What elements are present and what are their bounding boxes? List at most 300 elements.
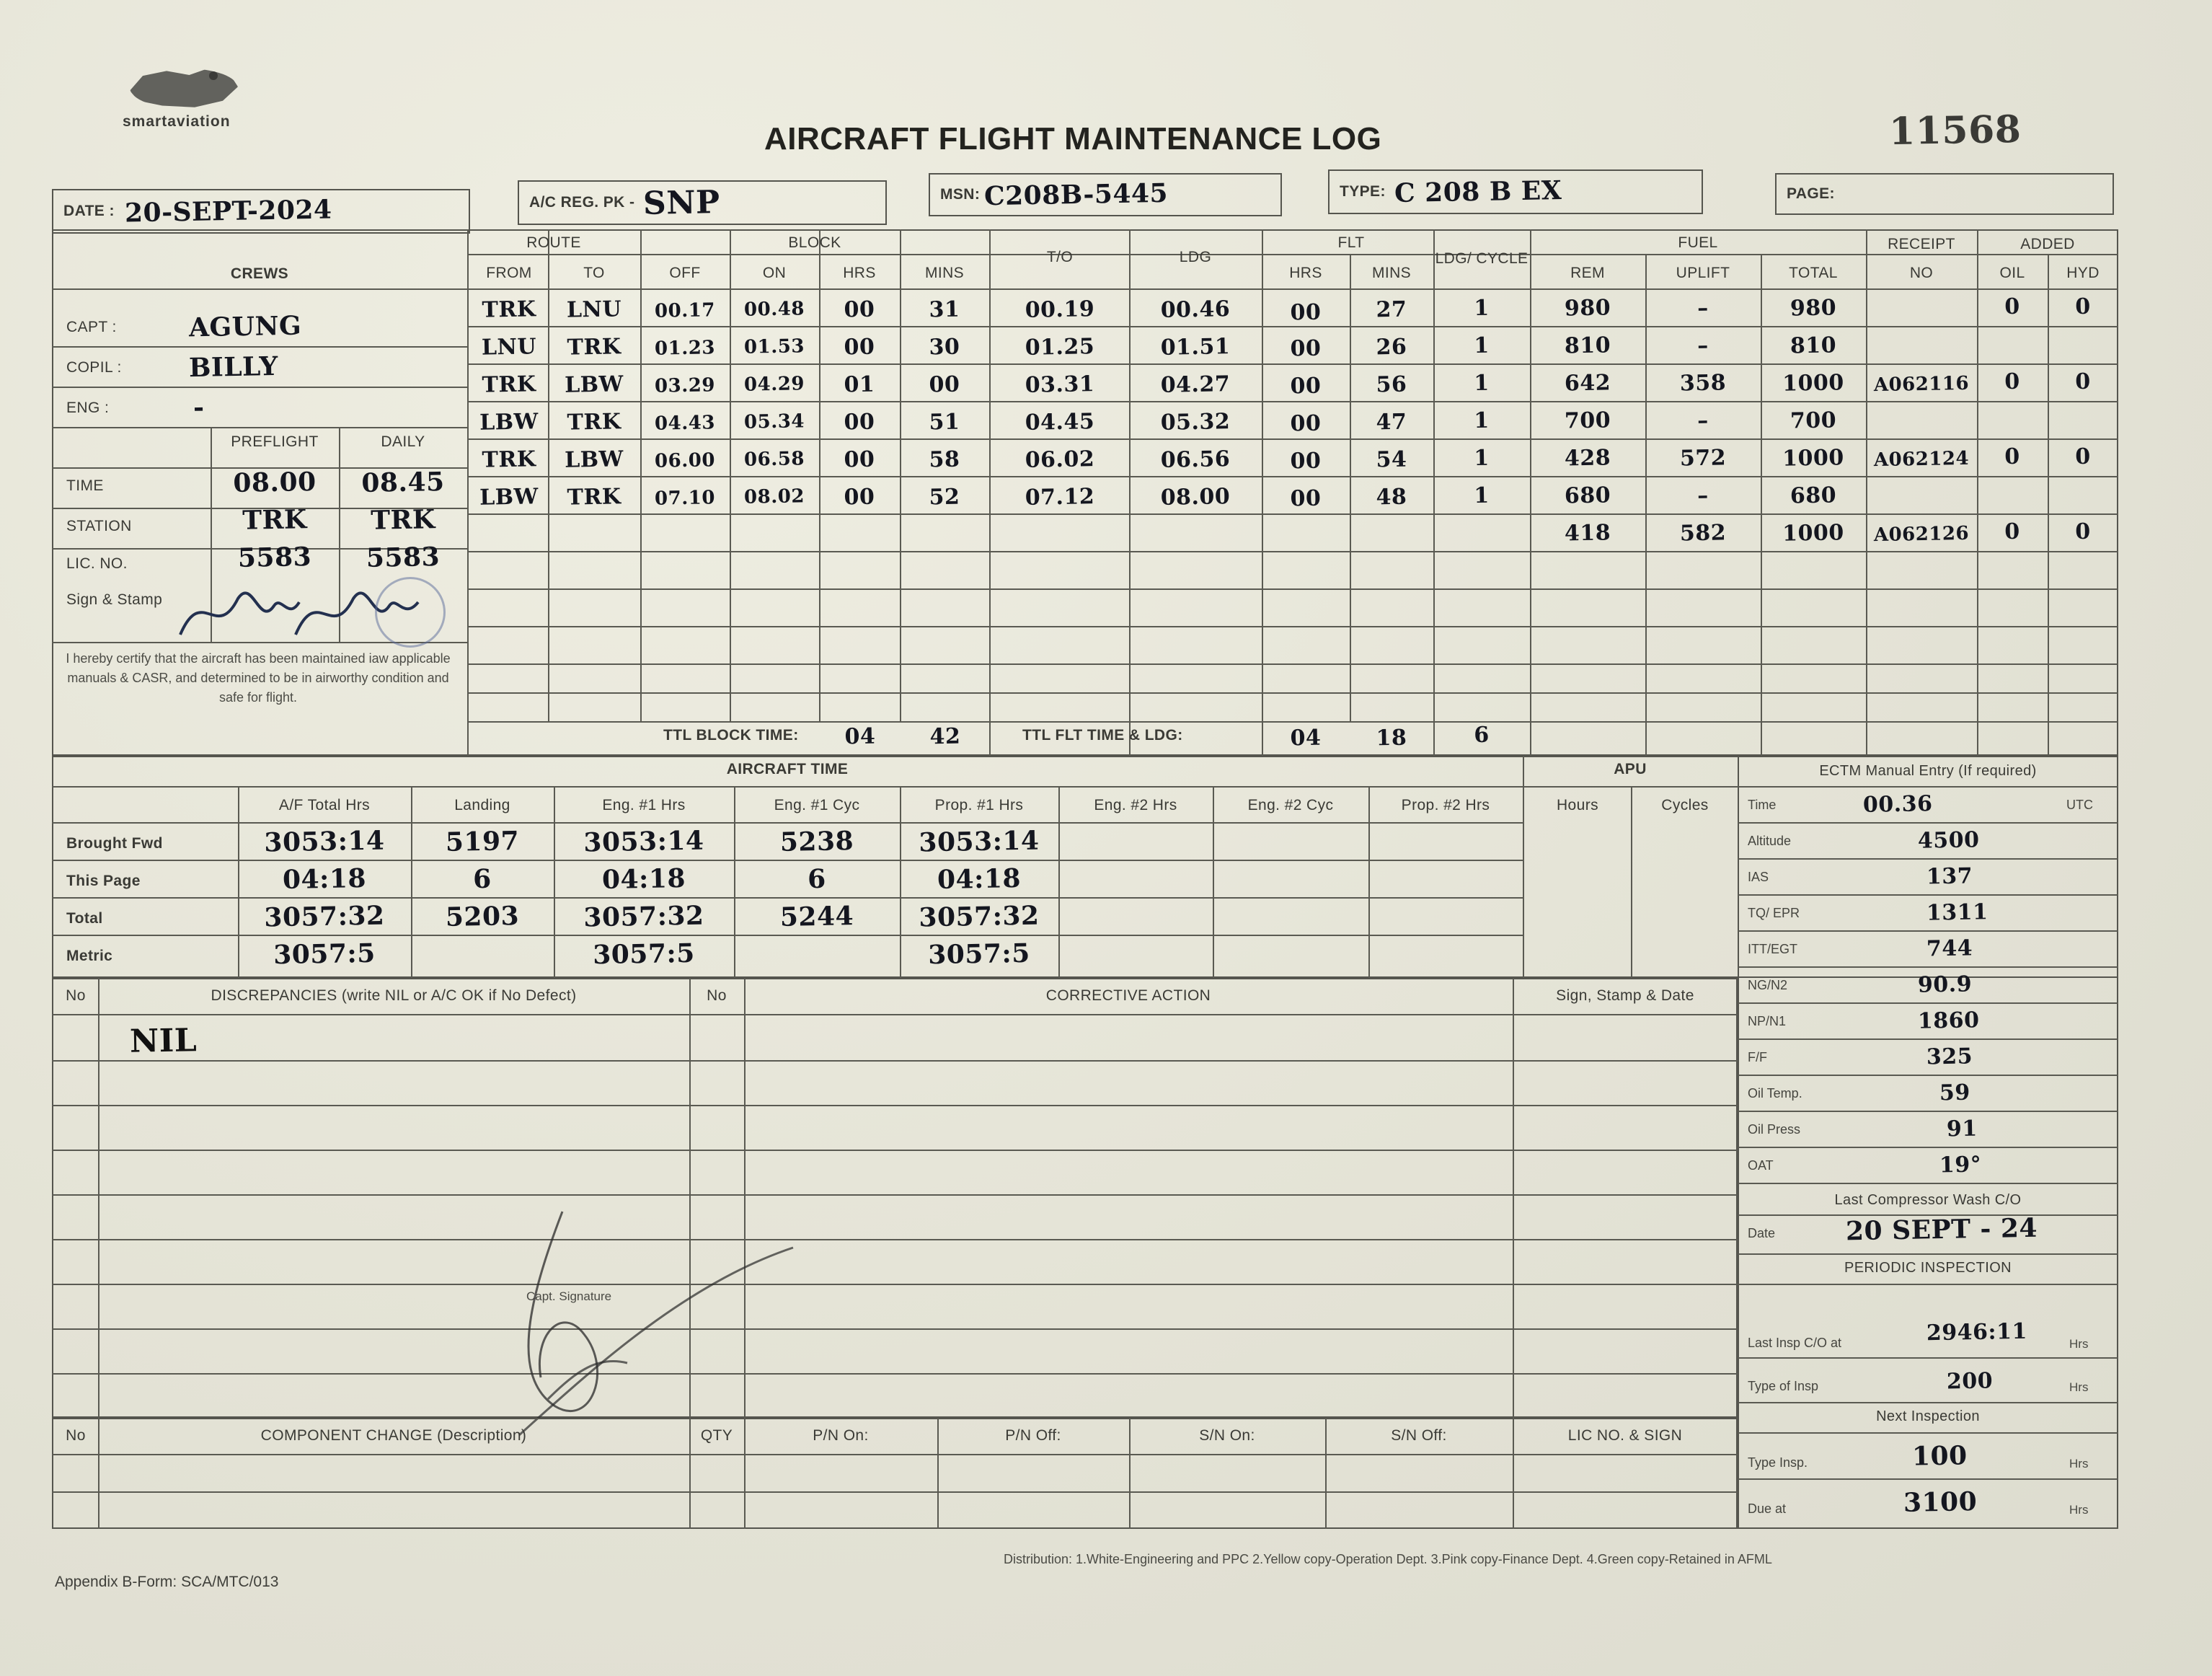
row-to: TRK xyxy=(567,409,621,436)
divider xyxy=(467,326,2118,327)
row-flt-hrs: 00 xyxy=(1290,299,1322,326)
divider xyxy=(1738,786,2118,788)
reg-field[interactable] xyxy=(518,180,887,225)
row-ldg: 04.27 xyxy=(1160,371,1231,398)
ttl-block-mins: 42 xyxy=(929,723,961,750)
row-hyd: 0 xyxy=(2075,444,2091,470)
row-fuel-rem: 980 xyxy=(1564,295,1611,322)
divider xyxy=(467,663,2118,665)
divider xyxy=(2048,254,2049,756)
at-value: 3057:5 xyxy=(273,938,376,971)
date-value: 20-SEPT-2024 xyxy=(124,194,332,229)
at-value: 3053:14 xyxy=(919,825,1040,858)
row-off: 06.00 xyxy=(654,449,716,472)
ectm-label: IAS xyxy=(1748,870,1769,884)
row-brought-fwd-label: Brought Fwd xyxy=(66,835,163,852)
divider xyxy=(52,1373,1738,1375)
receipt-no-header: NO xyxy=(1909,265,1934,281)
time-label: TIME xyxy=(66,477,104,494)
col-eng1-hrs: Eng. #1 Hrs xyxy=(602,797,686,813)
flt-mins-header: MINS xyxy=(1371,265,1412,281)
apu-hours-label: Hours xyxy=(1556,797,1599,813)
divider xyxy=(52,427,467,428)
msn-value: C208B-5445 xyxy=(983,177,1169,212)
capt-value: AGUNG xyxy=(188,310,302,343)
qty-header: QTY xyxy=(700,1427,733,1444)
discrepancy-entry: NIL xyxy=(129,1022,198,1060)
divider xyxy=(52,897,1523,899)
to-header: TO xyxy=(583,265,605,281)
divider xyxy=(1738,930,2118,932)
row-block-mins: 00 xyxy=(929,371,960,398)
divider xyxy=(1513,978,1514,1418)
ectm-label: TQ/ EPR xyxy=(1748,906,1800,920)
ectm-value: 325 xyxy=(1926,1044,1973,1070)
row-flt-hrs: 00 xyxy=(1290,485,1322,512)
row-block-mins: 58 xyxy=(929,446,960,473)
row-oil: 0 xyxy=(2004,294,2020,320)
at-value: 3057:32 xyxy=(583,900,704,933)
due-at-label: Due at xyxy=(1748,1501,1787,1516)
row-fuel-uplift: 582 xyxy=(1679,520,1727,547)
row-fuel-rem: 428 xyxy=(1564,445,1611,472)
row-fuel-rem: 642 xyxy=(1564,370,1611,397)
row-oil: 0 xyxy=(2004,369,2020,395)
sn-on-header: S/N On: xyxy=(1199,1427,1255,1444)
divider xyxy=(1738,1147,2118,1148)
row-fuel-uplift: – xyxy=(1696,482,1709,509)
row-takeoff: 07.12 xyxy=(1025,484,1095,511)
divider xyxy=(52,1194,1738,1196)
last-insp-unit: Hrs xyxy=(2069,1337,2089,1351)
row-off: 03.29 xyxy=(654,374,716,397)
last-insp-value: 2946:11 xyxy=(1926,1318,2028,1346)
ectm-value: 59 xyxy=(1939,1080,1971,1106)
row-takeoff: 00.19 xyxy=(1025,296,1095,323)
ectm-value: 19° xyxy=(1939,1152,1982,1178)
divider xyxy=(1738,1402,2118,1403)
ttl-flt-time-label: TTL FLT TIME & LDG: xyxy=(1022,727,1183,744)
row-from: LNU xyxy=(481,334,537,361)
at-value: 6 xyxy=(472,863,492,895)
ectm-label: ITT/EGT xyxy=(1748,942,1797,956)
row-flt-hrs: 00 xyxy=(1290,410,1322,437)
fuel-total-header: TOTAL xyxy=(1789,265,1838,281)
divider xyxy=(98,1418,99,1529)
row-block-hrs: 00 xyxy=(844,296,875,323)
time-daily-value: 08.45 xyxy=(361,466,445,499)
at-value: 3053:14 xyxy=(583,825,704,858)
lic-sign-header: LIC NO. & SIGN xyxy=(1567,1427,1683,1444)
col-prop2-hrs: Prop. #2 Hrs xyxy=(1401,797,1490,813)
ldg-cycle-header: LDG/ CYCLE xyxy=(1435,250,1529,268)
ttl-ldg-count: 6 xyxy=(1474,722,1490,749)
wash-date-value: 20 SEPT - 24 xyxy=(1845,1212,2038,1247)
ectm-value: 91 xyxy=(1946,1116,1978,1142)
col-af-total: A/F Total Hrs xyxy=(278,797,371,813)
row-block-hrs: 00 xyxy=(844,446,875,473)
row-cycle: 1 xyxy=(1474,295,1490,322)
row-flt-mins: 47 xyxy=(1376,409,1407,436)
discrepancies-header: DISCREPANCIES (write NIL or A/C OK if No Defect) xyxy=(211,987,577,1004)
from-header: FROM xyxy=(486,265,532,281)
row-fuel-uplift: – xyxy=(1696,407,1709,434)
divider xyxy=(467,229,469,756)
takeoff-header: T/O xyxy=(1046,249,1074,265)
divider xyxy=(98,978,99,1418)
row-from: TRK xyxy=(482,371,536,398)
row-block-hrs: 00 xyxy=(844,334,875,361)
row-on: 04.29 xyxy=(743,373,805,396)
row-block-hrs: 01 xyxy=(844,371,875,398)
ectm-label: OAT xyxy=(1748,1158,1774,1173)
wash-date-label: Date xyxy=(1748,1226,1776,1240)
row-flt-mins: 54 xyxy=(1376,446,1407,473)
row-fuel-uplift: 358 xyxy=(1679,370,1727,397)
at-value: 04:18 xyxy=(601,863,686,896)
apu-cycles-label: Cycles xyxy=(1661,797,1709,813)
type-field[interactable] xyxy=(1328,169,1703,214)
copil-value: BILLY xyxy=(188,350,279,384)
row-takeoff: 01.25 xyxy=(1025,334,1095,361)
row-fuel-total: 1000 xyxy=(1782,370,1845,397)
block-hrs-header: HRS xyxy=(843,265,876,281)
receipt-header: RECEIPT xyxy=(1888,236,1955,252)
row-fuel-rem: 418 xyxy=(1564,520,1611,547)
divider xyxy=(1738,1111,2118,1112)
at-value: 5238 xyxy=(779,826,854,857)
page-title: AIRCRAFT FLIGHT MAINTENANCE LOG xyxy=(764,121,1382,156)
oil-header: OIL xyxy=(1999,265,2025,281)
divider xyxy=(52,822,1523,824)
ectm-value: 744 xyxy=(1926,935,1973,962)
ectm-value: 137 xyxy=(1926,863,1973,890)
row-on: 06.58 xyxy=(743,448,805,471)
row-cycle: 1 xyxy=(1474,370,1490,397)
row-block-hrs: 00 xyxy=(844,484,875,511)
hyd-header: HYD xyxy=(2066,265,2100,281)
pn-off-header: P/N Off: xyxy=(1005,1427,1061,1444)
col-eng2-hrs: Eng. #2 Hrs xyxy=(1094,797,1177,813)
row-total-label: Total xyxy=(66,910,103,927)
page-label: PAGE: xyxy=(1787,185,1835,202)
type-insp-label: Type of Insp xyxy=(1748,1379,1819,1393)
row-flt-mins: 26 xyxy=(1376,334,1407,361)
row-cycle: 1 xyxy=(1474,332,1490,359)
divider xyxy=(1738,858,2118,860)
divider xyxy=(52,860,1523,861)
ectm-value: 00.36 xyxy=(1862,791,1933,818)
row-hyd: 0 xyxy=(2075,519,2091,545)
row-cycle: 1 xyxy=(1474,445,1490,472)
divider xyxy=(467,513,2118,515)
row-receipt: A062126 xyxy=(1873,522,1970,547)
divider xyxy=(1738,966,2118,968)
ectm-label: Oil Press xyxy=(1748,1122,1801,1137)
certification-text: I hereby certify that the aircraft has been maintained iaw applicable manuals & CASR, and determined to be in airworthy condition and safe for flight. xyxy=(66,651,451,705)
capt-signature-label: Capt. Signature xyxy=(526,1289,612,1303)
at-value: 5203 xyxy=(445,901,520,932)
company-logo xyxy=(123,69,274,133)
divider xyxy=(52,1284,1738,1285)
logo-dot xyxy=(209,71,218,80)
divider xyxy=(1213,786,1214,978)
row-to: TRK xyxy=(567,484,621,511)
date-label: DATE : xyxy=(63,203,115,219)
divider xyxy=(467,476,2118,477)
row-flt-mins: 27 xyxy=(1376,296,1407,323)
eng-label: ENG : xyxy=(66,400,110,416)
logo-text: smartaviation xyxy=(123,113,231,130)
row-this-page-label: This Page xyxy=(66,873,141,889)
due-at-value: 3100 xyxy=(1903,1486,1978,1518)
divider xyxy=(1523,756,1524,978)
divider xyxy=(900,786,901,978)
row-ldg: 01.51 xyxy=(1160,334,1231,361)
divider xyxy=(467,721,2118,723)
divider xyxy=(467,438,2118,440)
discrepancy-no-header: No xyxy=(66,987,86,1004)
last-insp-label: Last Insp C/O at xyxy=(1748,1336,1842,1350)
route-header: ROUTE xyxy=(526,234,581,251)
row-cycle: 1 xyxy=(1474,482,1490,509)
ttl-flt-mins: 18 xyxy=(1376,725,1407,751)
row-fuel-uplift: – xyxy=(1696,295,1709,322)
row-on: 05.34 xyxy=(743,410,805,433)
sign-stamp-label: Sign & Stamp xyxy=(66,591,163,608)
at-value: 6 xyxy=(807,863,827,895)
row-from: LBW xyxy=(479,484,539,511)
apu-label: APU xyxy=(1614,761,1647,777)
ectm-label: Altitude xyxy=(1748,834,1792,848)
station-preflight-value: TRK xyxy=(242,504,308,536)
row-flt-mins: 48 xyxy=(1376,484,1407,511)
row-cycle: 1 xyxy=(1474,407,1490,434)
ttl-block-hrs: 04 xyxy=(844,723,876,750)
ectm-value: 4500 xyxy=(1917,827,1980,854)
divider xyxy=(1738,1284,2118,1285)
divider xyxy=(1368,786,1370,978)
row-receipt: A062124 xyxy=(1873,447,1970,472)
divider xyxy=(467,692,2118,694)
crews-label: CREWS xyxy=(230,265,289,282)
divider xyxy=(554,786,555,978)
eng-value: - xyxy=(193,392,205,423)
divider xyxy=(52,1014,1738,1015)
row-metric-label: Metric xyxy=(66,948,113,964)
divider xyxy=(989,229,991,756)
component-change-header: COMPONENT CHANGE (Description) xyxy=(260,1427,527,1444)
divider xyxy=(1738,1253,2118,1255)
msn-label: MSN: xyxy=(940,186,981,203)
row-off: 00.17 xyxy=(654,299,716,322)
row-fuel-total: 810 xyxy=(1789,332,1837,359)
col-prop1-hrs: Prop. #1 Hrs xyxy=(934,797,1024,813)
block-header: BLOCK xyxy=(788,234,841,251)
row-oil: 0 xyxy=(2004,519,2020,545)
periodic-inspection-title: PERIODIC INSPECTION xyxy=(1844,1259,2012,1276)
row-to: TRK xyxy=(567,334,621,361)
type-label: TYPE: xyxy=(1340,183,1386,200)
row-hyd: 0 xyxy=(2075,294,2091,320)
type-insp-value: 200 xyxy=(1946,1368,1994,1395)
aircraft-time-label: AIRCRAFT TIME xyxy=(726,761,849,777)
divider xyxy=(411,786,412,978)
divider xyxy=(238,786,239,978)
corrective-no-header: No xyxy=(707,987,727,1004)
divider xyxy=(467,588,2118,590)
ectm-value: 90.9 xyxy=(1917,971,1973,998)
row-ldg: 05.32 xyxy=(1160,409,1231,436)
copil-label: COPIL : xyxy=(66,359,122,376)
station-daily-value: TRK xyxy=(370,504,436,536)
row-fuel-rem: 810 xyxy=(1564,332,1611,359)
daily-label: DAILY xyxy=(381,433,425,450)
at-value: 3057:5 xyxy=(927,938,1031,971)
component-no-header: No xyxy=(66,1427,86,1444)
corrective-action-header: CORRECTIVE ACTION xyxy=(1045,987,1211,1004)
on-header: ON xyxy=(762,265,787,281)
divider xyxy=(467,551,2118,552)
at-value: 04:18 xyxy=(937,863,1022,896)
row-ldg: 00.46 xyxy=(1160,296,1231,323)
ectm-label: Oil Temp. xyxy=(1748,1086,1802,1101)
msn-field[interactable] xyxy=(929,173,1282,216)
ectm-utc-label: UTC xyxy=(2066,798,2093,812)
row-fuel-uplift: 572 xyxy=(1679,445,1727,472)
row-to: LBW xyxy=(564,446,624,473)
divider xyxy=(467,401,2118,402)
date-field[interactable] xyxy=(52,189,470,234)
due-at-unit: Hrs xyxy=(2069,1503,2089,1517)
reg-value: SNP xyxy=(642,183,721,222)
off-header: OFF xyxy=(669,265,701,281)
reg-label: A/C REG. PK - xyxy=(529,194,635,211)
at-value: 3057:32 xyxy=(264,900,385,933)
row-block-hrs: 00 xyxy=(844,409,875,436)
row-fuel-total: 700 xyxy=(1789,407,1837,434)
block-mins-header: MINS xyxy=(924,265,965,281)
divider xyxy=(1738,1432,2118,1434)
next-type-value: 100 xyxy=(1911,1440,1968,1472)
divider xyxy=(52,288,2118,290)
row-fuel-total: 980 xyxy=(1789,295,1837,322)
row-takeoff: 03.31 xyxy=(1025,371,1095,398)
divider xyxy=(1738,1183,2118,1184)
ectm-label: F/F xyxy=(1748,1050,1767,1064)
station-label: STATION xyxy=(66,518,132,534)
capt-label: CAPT : xyxy=(66,319,117,335)
divider xyxy=(467,254,2118,255)
ectm-title: ECTM Manual Entry (If required) xyxy=(1819,762,2037,779)
row-from: TRK xyxy=(482,446,536,473)
row-hyd: 0 xyxy=(2075,369,2091,395)
row-on: 00.48 xyxy=(743,298,805,321)
sn-off-header: S/N Off: xyxy=(1391,1427,1447,1444)
divider xyxy=(52,1060,1738,1062)
capt-signature-scribble xyxy=(447,1190,894,1442)
divider xyxy=(52,1150,1738,1151)
row-to: LNU xyxy=(566,296,622,323)
divider xyxy=(52,387,467,388)
page-field[interactable] xyxy=(1775,173,2114,215)
ttl-flt-hrs: 04 xyxy=(1290,725,1322,751)
type-insp-unit: Hrs xyxy=(2069,1380,2089,1394)
ectm-label: Time xyxy=(1748,798,1777,812)
row-to: LBW xyxy=(564,371,624,398)
ectm-label: NP/N1 xyxy=(1748,1014,1787,1028)
ectm-value: 1860 xyxy=(1917,1007,1980,1034)
time-preflight-value: 08.00 xyxy=(233,466,317,499)
divider xyxy=(52,1454,1738,1455)
next-type-unit: Hrs xyxy=(2069,1457,2089,1470)
pn-on-header: P/N On: xyxy=(813,1427,869,1444)
divider xyxy=(52,1328,1738,1330)
divider xyxy=(734,786,735,978)
lic-no-label: LIC. NO. xyxy=(66,555,128,572)
compressor-wash-title: Last Compressor Wash C/O xyxy=(1834,1191,2022,1208)
row-from: LBW xyxy=(479,409,539,436)
ttl-block-time-label: TTL BLOCK TIME: xyxy=(663,727,799,744)
row-off: 04.43 xyxy=(654,412,716,435)
divider xyxy=(1738,1002,2118,1004)
divider xyxy=(52,1239,1738,1240)
inspection-stamp xyxy=(375,577,446,648)
row-fuel-total: 1000 xyxy=(1782,445,1845,472)
row-takeoff: 06.02 xyxy=(1025,446,1095,473)
appendix-footer: Appendix B-Form: SCA/MTC/013 xyxy=(55,1574,279,1590)
row-fuel-rem: 680 xyxy=(1564,482,1611,509)
row-takeoff: 04.45 xyxy=(1025,409,1095,436)
type-value: C 208 B EX xyxy=(1394,175,1562,209)
row-fuel-rem: 700 xyxy=(1564,407,1611,434)
fuel-rem-header: REM xyxy=(1570,265,1605,281)
added-header: ADDED xyxy=(2020,236,2075,252)
fuel-uplift-header: UPLIFT xyxy=(1676,265,1730,281)
col-landing: Landing xyxy=(454,797,510,813)
at-value: 5244 xyxy=(779,901,854,932)
row-off: 07.10 xyxy=(654,487,716,510)
divider xyxy=(467,626,2118,627)
divider xyxy=(52,935,1523,936)
lic-preflight-value: 5583 xyxy=(237,542,312,573)
at-value: 3053:14 xyxy=(264,825,385,858)
at-value: 04:18 xyxy=(282,863,367,896)
row-on: 08.02 xyxy=(743,485,805,508)
divider xyxy=(1631,786,1632,978)
row-flt-mins: 56 xyxy=(1376,371,1407,398)
row-ldg: 06.56 xyxy=(1160,446,1231,473)
divider xyxy=(1738,1038,2118,1040)
row-ldg: 08.00 xyxy=(1160,484,1231,511)
row-off: 01.23 xyxy=(654,337,716,360)
divider xyxy=(52,1105,1738,1106)
row-fuel-total: 680 xyxy=(1789,482,1837,509)
row-flt-hrs: 00 xyxy=(1290,448,1322,475)
divider xyxy=(1738,822,2118,824)
divider xyxy=(1738,894,2118,896)
logo-mark xyxy=(130,69,238,109)
row-block-mins: 30 xyxy=(929,334,960,361)
row-flt-hrs: 00 xyxy=(1290,335,1322,362)
row-from: TRK xyxy=(482,296,536,323)
divider xyxy=(467,363,2118,365)
next-inspection-title: Next Inspection xyxy=(1876,1408,1980,1424)
divider xyxy=(1738,1075,2118,1076)
divider xyxy=(52,346,467,348)
at-value: 3057:5 xyxy=(592,938,696,971)
fuel-header: FUEL xyxy=(1678,234,1718,251)
